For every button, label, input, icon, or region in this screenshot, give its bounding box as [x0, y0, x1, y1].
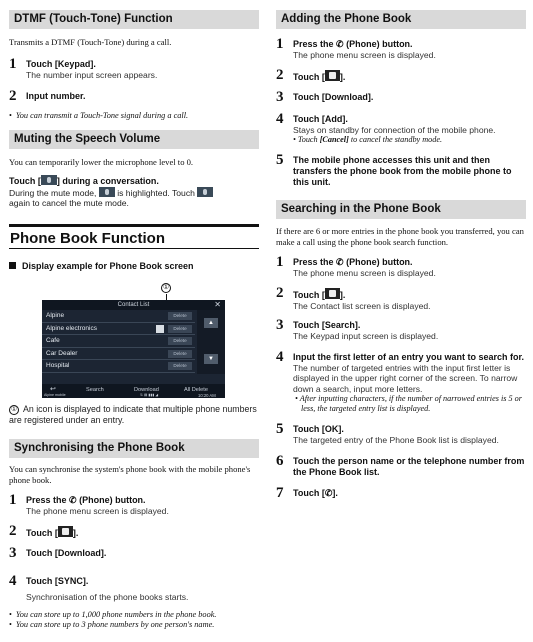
sync-step-3 [9, 546, 259, 561]
step-text: Touch [ [26, 527, 58, 538]
scroll-down-icon[interactable]: ▼ [204, 354, 218, 364]
mute-text: During the mute mode, [9, 187, 99, 198]
step-number: 5 [276, 152, 284, 168]
phone-icon: ✆ [336, 39, 344, 49]
mute-text: ] during a conversation. [56, 175, 159, 186]
step-text: (Phone) button. [76, 495, 146, 505]
step-text: ]. [339, 71, 346, 82]
delete-button[interactable]: Delete [168, 312, 192, 320]
step-number: 3 [9, 544, 17, 561]
add-step-1 [276, 37, 526, 61]
callout-description [9, 404, 259, 426]
callout-marker: ① [162, 284, 170, 291]
step-text: Touch [293, 320, 322, 330]
step-text: Touch the person name or the telephone number from the Phone Book list. [293, 455, 525, 477]
cancel-key: [Cancel] [319, 135, 349, 144]
delete-button[interactable]: Delete [168, 337, 192, 345]
step-text: (Phone) button. [343, 39, 413, 49]
callout-text: An icon is displayed to indicate that multiple phone numbers are registered under an entry. [9, 404, 257, 425]
download-key: [Download] [321, 91, 371, 102]
step-note: • Touch [Cancel] to cancel the standby mode. [293, 135, 443, 144]
note-text: You can store up to 1,000 phone numbers in the phone book. [15, 610, 217, 619]
contact-row[interactable] [42, 360, 195, 373]
phone-icon: ✆ [324, 487, 333, 498]
step-text: Touch [26, 59, 55, 69]
phonebook-icon [325, 288, 340, 299]
step-number: 2 [9, 87, 17, 104]
step-text: Press the [293, 39, 337, 49]
search-step-7 [276, 486, 526, 501]
display-example-label [9, 259, 259, 272]
step-body [293, 112, 496, 146]
step-text: ]. [72, 527, 79, 538]
step-text: Touch [26, 547, 55, 558]
left-column [9, 10, 259, 272]
step-number: 3 [276, 317, 284, 333]
step-text: Input the first letter of an entry you want to search for. [293, 351, 525, 362]
phone-book-function-heading: Phone Book Function [9, 224, 259, 249]
step-body [293, 318, 438, 342]
step-text: Press the [26, 495, 70, 505]
mute-icon [41, 175, 57, 185]
note-text: After inputting characters, if the number of narrowed entries is 5 or less, the targeted entry list is displayed. [299, 394, 522, 413]
mute-heading: Muting the Speech Volume [9, 130, 259, 149]
mute-line-3: again to cancel the mute mode. [9, 198, 129, 208]
step-number: 7 [276, 484, 284, 501]
step-number: 1 [276, 254, 284, 270]
step-body [26, 524, 78, 539]
step-number: 4 [9, 572, 17, 589]
dtmf-intro: Transmits a DTMF (Touch-Tone) during a call. [9, 37, 172, 47]
step-number: 6 [276, 452, 284, 469]
step-body [26, 89, 86, 102]
screen-title-bar [42, 300, 225, 310]
step-text: ]. [332, 487, 338, 498]
step-body [293, 486, 338, 499]
step-punct: . [93, 59, 96, 69]
contact-name: Alpine electronics [46, 324, 97, 332]
callout-number: ① [10, 406, 18, 413]
back-icon[interactable]: ↩ [50, 386, 56, 393]
step-number: 1 [9, 56, 17, 72]
mute-icon [99, 187, 115, 197]
step-desc: The number of targeted entries with the input first letter is displayed in the upper right corner of the screen. To narrow down a search, input more letters. [293, 362, 518, 394]
step-text: Touch [ [293, 289, 325, 300]
square-bullet-icon [9, 262, 16, 269]
download-key: [Download] [54, 547, 104, 558]
step-body [293, 255, 436, 279]
search-key: [Search] [321, 320, 358, 330]
scroll-up-icon[interactable]: ▲ [204, 318, 218, 328]
close-icon[interactable]: ✕ [214, 300, 221, 309]
screen-title: Contact List [117, 302, 150, 308]
step-body [293, 350, 526, 415]
dtmf-step-1 [9, 57, 259, 81]
dtmf-step-2 [9, 89, 259, 104]
dtmf-note: • You can transmit a Touch-Tone signal during a call. [9, 110, 189, 120]
phonebook-icon [325, 70, 340, 81]
mute-line-1 [9, 173, 259, 187]
step-text: . [345, 113, 348, 124]
display-example-text: Display example for Phone Book screen [22, 260, 194, 271]
note-text: You can transmit a Touch-Tone signal during a call. [15, 110, 189, 120]
screen-bottom-bar [42, 384, 225, 398]
step-number: 2 [9, 522, 17, 539]
step-text: The mobile phone accesses this unit and then transfers the phone book from the mobile phone to this unit. [293, 155, 512, 187]
step-text: Touch [293, 113, 322, 124]
search-step-1 [276, 255, 526, 279]
step-text: Touch [ [293, 487, 325, 498]
step-text: . [85, 575, 89, 586]
add-step-4 [276, 112, 526, 146]
step-text: Touch [293, 424, 322, 434]
step-body [293, 90, 373, 103]
step-body [293, 422, 499, 446]
step-desc: Stays on standby for connection of the mobile phone. [293, 124, 496, 135]
contact-row[interactable] [42, 335, 195, 348]
step-desc: The targeted entry of the Phone Book list is displayed. [293, 435, 499, 445]
delete-button[interactable]: Delete [168, 350, 192, 358]
delete-button[interactable]: Delete [168, 362, 192, 370]
contact-list-screen [42, 300, 225, 398]
search-step-5 [276, 422, 526, 446]
add-key: [Add] [321, 113, 346, 124]
step-body [293, 454, 526, 478]
step-desc: The Keypad input screen is displayed. [293, 331, 439, 341]
step-desc: The phone menu screen is displayed. [293, 268, 436, 278]
step-text: (Phone) button. [343, 257, 413, 267]
step-desc: The phone menu screen is displayed. [293, 50, 436, 60]
step-body [293, 286, 431, 312]
phone-icon: ✆ [336, 257, 344, 267]
note-text: to cancel the standby mode. [348, 135, 443, 144]
search-step-4 [276, 350, 526, 415]
step-number: 4 [276, 110, 284, 127]
search-heading: Searching in the Phone Book [276, 200, 526, 219]
sync-step-1 [9, 493, 259, 517]
step-text: Touch [ [293, 71, 325, 82]
contact-name: Hospital [46, 362, 70, 370]
keypad-key: [Keypad] [54, 59, 94, 69]
dtmf-heading: DTMF (Touch-Tone) Function [9, 10, 259, 29]
sync-step-4 [9, 574, 259, 603]
step-number: 3 [276, 88, 284, 105]
step-number: 1 [276, 36, 284, 52]
step-body [26, 574, 188, 603]
contact-row[interactable] [42, 310, 195, 323]
step-number: 1 [9, 492, 17, 508]
delete-button[interactable]: Delete [168, 325, 192, 333]
step-text: Input number. [26, 90, 86, 101]
step-text: . [357, 320, 361, 330]
multiple-numbers-icon [156, 325, 164, 333]
contact-name: Alpine [46, 312, 65, 319]
step-body [293, 68, 345, 83]
contact-name: Car Dealer [46, 349, 78, 357]
sync-section [9, 439, 259, 630]
step-text: . [103, 547, 107, 558]
step-desc: Synchronisation of the phone books starts. [26, 591, 189, 602]
sync-key: [SYNC] [54, 575, 86, 586]
all-delete-button[interactable]: All Delete [184, 387, 208, 393]
step-text: ]. [339, 289, 346, 300]
sync-step-2 [9, 524, 259, 539]
step-body [26, 57, 157, 81]
step-desc: The Contact list screen is displayed. [293, 300, 431, 311]
step-text: Touch [293, 91, 322, 102]
step-text: . [341, 424, 344, 434]
phone-icon: ✆ [69, 495, 77, 505]
mute-text: Touch [ [9, 175, 41, 186]
step-body [293, 153, 526, 188]
step-body [26, 493, 169, 517]
sync-intro: You can synchronise the system's phone book with the mobile phone's phone book. [9, 464, 251, 485]
step-number: 2 [276, 284, 284, 301]
note-text: You can store up to 3 phone numbers by one person's name. [15, 620, 215, 629]
step-text: Press the [293, 257, 337, 267]
ok-key: [OK] [321, 424, 342, 434]
step-body [293, 37, 436, 61]
step-body [26, 546, 106, 559]
mute-intro: You can temporarily lower the microphone level to 0. [9, 156, 194, 167]
search-intro: If there are 6 or more entries in the phone book you transferred, you can make a call using the phone book search function. [276, 226, 524, 247]
search-step-3 [276, 318, 526, 342]
search-step-6 [276, 454, 526, 478]
mute-line-2 [9, 187, 259, 199]
search-button[interactable]: Search [86, 387, 104, 393]
status-left: Alpine mobile [44, 393, 66, 397]
phonebook-icon [58, 526, 73, 537]
step-desc: The number input screen appears. [26, 70, 158, 80]
add-step-5 [276, 153, 526, 188]
sync-heading: Synchronising the Phone Book [9, 439, 259, 458]
contact-row[interactable] [42, 348, 195, 361]
mute-icon [197, 187, 213, 197]
clock: 10:20 AM [198, 393, 216, 398]
step-number: 5 [276, 421, 284, 437]
sync-note-2: • You can store up to 3 phone numbers by one person's name. [9, 620, 215, 629]
note-text: Touch [297, 135, 320, 144]
step-number: 4 [276, 348, 284, 365]
search-step-2 [276, 286, 526, 312]
contact-row[interactable] [42, 323, 195, 336]
scroll-panel [197, 310, 225, 374]
download-button[interactable]: Download [134, 387, 159, 393]
step-note: • After inputting characters, if the number of narrowed entries is 5 or less, the targeted entry list is displayed. [295, 394, 522, 413]
right-column [276, 10, 526, 501]
sync-note-1: • You can store up to 1,000 phone numbers in the phone book. [9, 610, 217, 619]
add-step-3 [276, 90, 526, 105]
add-heading: Adding the Phone Book [276, 10, 526, 29]
add-step-2 [276, 68, 526, 83]
step-text: . [370, 91, 374, 102]
status-icons: ⇅ ▤ ▮▮▮ ◢ [140, 393, 159, 397]
step-desc: The phone menu screen is displayed. [26, 506, 169, 516]
step-text: Touch [26, 575, 55, 586]
mute-text: is highlighted. Touch [114, 187, 198, 198]
step-number: 2 [276, 66, 284, 83]
contact-name: Cafe [46, 337, 60, 345]
